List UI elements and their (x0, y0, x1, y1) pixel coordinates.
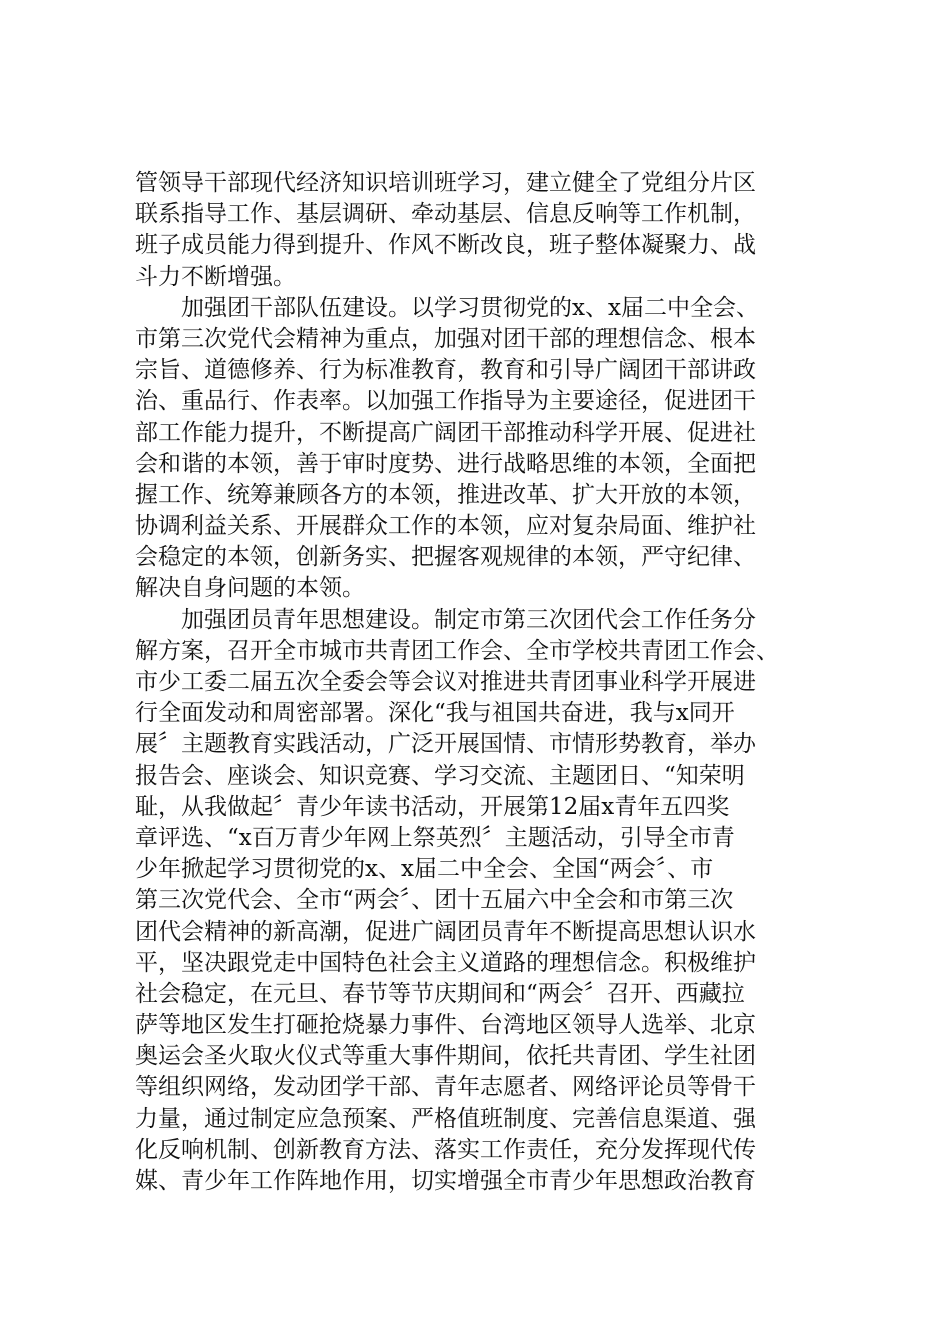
text-line: 会稳定的本领，创新务实、把握客观规律的本领，严守纪律、 (135, 544, 756, 571)
text-line: 加强团干部队伍建设。以学习贯彻党的x、x届二中全会、 (181, 294, 759, 321)
text-line: 展〞主题教育实践活动，广泛开展国情、市情形势教育，举办 (135, 731, 756, 758)
text-line: 加强团员青年思想建设。制定市第三次团代会工作任务分 (181, 606, 756, 633)
text-line: 管领导干部现代经济知识培训班学习，建立健全了党组分片区 (135, 170, 756, 196)
text-line: 耻，从我做起〞青少年读书活动，开展第12届x青年五四奖 (135, 793, 730, 820)
text-line: 第三次党代会、全市“两会〞、团十五届六中全会和市第三次 (135, 887, 734, 914)
text-line: 章评选、“x百万青少年网上祭英烈〞主题活动，引导全市青 (135, 824, 735, 851)
text-line: 平，坚决跟党走中国特色社会主义道路的理想信念。积极维护 (135, 949, 756, 976)
text-line: 媒、青少年工作阵地作用，切实增强全市青少年思想政治教育 (135, 1168, 756, 1194)
text-line: 社会稳定，在元旦、春节等节庆期间和“两会〞召开、西藏拉 (135, 980, 745, 1007)
document-body (135, 168, 855, 1197)
text-line: 解方案，召开全市城市共青团工作会、全市学校共青团工作会、 (135, 637, 779, 664)
text-line: 少年掀起学习贯彻党的x、x届二中全会、全国“两会〞、市 (135, 856, 714, 883)
paragraph-youth-ideology (135, 605, 855, 1198)
text-line: 等组织网络，发动团学干部、青年志愿者、网络评论员等骨干 (135, 1074, 756, 1101)
text-line: 宗旨、道德修养、行为标准教育，教育和引导广阔团干部讲政 (135, 357, 756, 384)
text-line: 行全面发动和周密部署。深化“我与祖国共奋进，我与x同开 (135, 700, 735, 727)
text-line: 化反响机制、创新教育方法、落实工作责任，充分发挥现代传 (135, 1136, 756, 1163)
text-line: 治、重品行、作表率。以加强工作指导为主要途径，促进团干 (135, 388, 756, 415)
paragraph-cadre-building (135, 293, 855, 605)
text-line: 奥运会圣火取火仪式等重大事件期间，依托共青团、学生社团 (135, 1043, 756, 1070)
text-line: 市少工委二届五次全委会等会议对推进共青团事业科学开展进 (135, 669, 756, 695)
text-line: 班子成员能力得到提升、作风不断改良，班子整体凝聚力、战 (135, 232, 756, 259)
text-line: 握工作、统筹兼顾各方的本领，推进改革、扩大开放的本领， (135, 481, 756, 508)
text-line: 解决自身问题的本领。 (135, 575, 365, 602)
text-line: 联系指导工作、基层调研、牵动基层、信息反响等工作机制， (135, 201, 756, 228)
text-line: 团代会精神的新高潮，促进广阔团员青年不断提高思想认识水 (135, 918, 756, 945)
text-line: 协调利益关系、开展群众工作的本领，应对复杂局面、维护社 (135, 513, 756, 540)
text-line: 力量，通过制定应急预案、严格值班制度、完善信息渠道、强 (135, 1105, 756, 1132)
text-line: 部工作能力提升，不断提高广阔团干部推动科学开展、促进社 (135, 419, 756, 446)
text-line: 会和谐的本领，善于审时度势、进行战略思维的本领，全面把 (135, 450, 756, 477)
text-line: 市第三次党代会精神为重点，加强对团干部的理想信念、根本 (135, 325, 756, 352)
text-line: 报告会、座谈会、知识竞赛、学习交流、主题团日、“知荣明 (135, 762, 745, 789)
text-line: 萨等地区发生打砸抢烧暴力事件、台湾地区领导人选举、北京 (135, 1012, 756, 1039)
paragraph-continuation (135, 168, 855, 293)
text-line: 斗力不断增强。 (135, 263, 296, 290)
